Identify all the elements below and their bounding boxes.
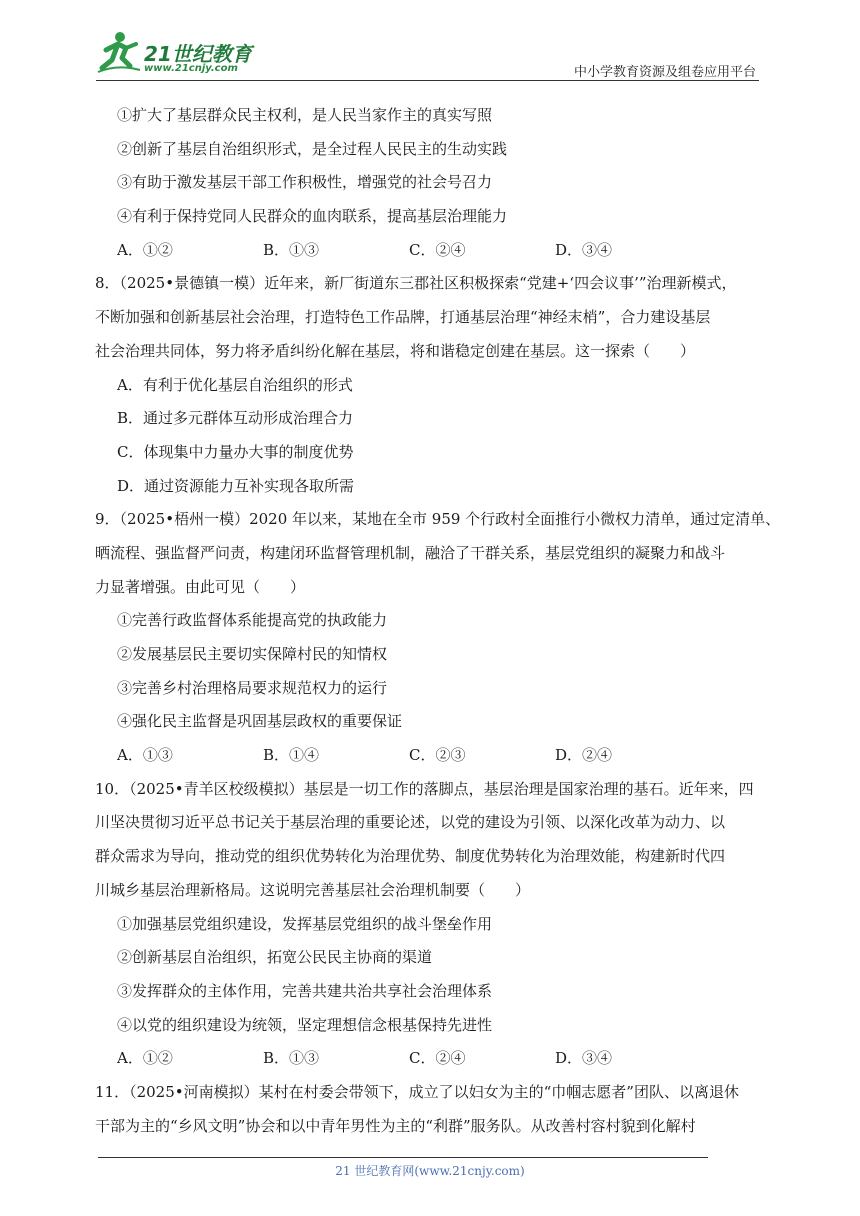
answer-options [95,739,765,773]
question-continuation: 社会治理共同体，努力将矛盾纠纷化解在基层，将和谐稳定创建在基层。这一探索（ ） [95,341,696,360]
choice-line: ①扩大了基层群众民主权利，是人民当家作主的真实写照 [117,106,493,124]
choice-line: ③完善乡村治理格局要求规范权力的运行 [117,678,388,697]
header-divider [96,80,759,81]
logo-text: 21世纪教育 [144,42,252,66]
choice-line: ④以党的组织建设为统领，坚定理想信念根基保持先进性 [117,1015,493,1034]
question-content [95,99,781,1143]
choice-line: ①加强基层党组织建设，发挥基层党组织的战斗堡垒作用 [117,914,493,933]
choice-line: ①完善行政监督体系能提高党的执政能力 [117,611,388,630]
answer-option: D．②④ [555,746,613,765]
question-continuation: 干部为主的“乡风文明”协会和以中青年男性为主的“利群”服务队。从改善村容村貌到化解村 [95,1116,696,1135]
answer-options [95,1042,765,1076]
platform-name: 中小学教育资源及组卷应用平台 [573,65,756,80]
choice-line: B．通过多元群体互动形成治理合力 [117,409,354,428]
footer-divider [98,1157,708,1158]
answer-options [95,234,765,268]
choice-line: ③有助于激发基层干部工作积极性，增强党的社会号召力 [117,173,493,192]
answer-option: B．①③ [263,240,320,259]
choice-line: ②创新了基层自治组织形式，是全过程人民民主的生动实践 [117,139,508,158]
answer-option: B．①③ [263,1049,320,1068]
choice-line: ④有利于保持党同人民群众的血肉联系，提高基层治理能力 [117,207,508,226]
choice-line: A．有利于优化基层自治组织的形式 [117,375,353,394]
answer-option: C．②④ [409,1049,466,1068]
choice-line: ④强化民主监督是巩固基层政权的重要保证 [117,712,403,731]
question-continuation: 群众需求为导向，推动党的组织优势转化为治理优势、制度优势转化为治理效能，构建新时代四 [95,847,726,866]
choice-line: ②创新基层自治组织，拓宽公民民主协商的渠道 [117,948,433,967]
answer-option: C．②③ [409,746,466,765]
answer-option: D．③④ [555,240,613,259]
logo-url: www.21cnjy.com [144,63,238,74]
question-stem: 11．（2025•河南模拟）某村在村委会带领下，成立了以妇女为主的“巾帼志愿者”团队、以离退休 [95,1082,739,1101]
question-continuation: 川城乡基层治理新格局。这说明完善基层社会治理机制要（ ） [95,880,531,899]
choice-line: D．通过资源能力互补实现各取所需 [117,476,355,495]
question-continuation: 力显著增强。由此可见（ ） [95,577,306,596]
answer-option: A．①③ [117,746,173,765]
answer-option: A．①② [117,240,173,259]
answer-option: A．①② [117,1049,173,1068]
question-continuation: 川坚决贯彻习近平总书记关于基层治理的重要论述，以党的建设为引领、以深化改革为动力、以 [95,813,726,832]
footer-text: 21 世纪教育网(www.21cnjy.com) [335,1164,525,1178]
question-stem: 10．（2025•青羊区校级模拟）基层是一切工作的落脚点，基层治理是国家治理的基石。近年来，四 [95,779,754,798]
question-continuation: 不断加强和创新基层社会治理，打造特色工作品牌，打通基层治理“神经末梢”，合力建设基层 [95,308,711,327]
question-continuation: 晒流程、强监督严问责，构建闭环监督管理机制，融洽了干群关系，基层党组织的凝聚力和战斗 [95,543,726,562]
choice-line: ②发展基层民主要切实保障村民的知情权 [117,645,388,663]
answer-option: D．③④ [555,1049,613,1068]
question-stem: 8．（2025•景德镇一模）近年来，新厂街道东三郡社区积极探索“党建+‘四会议事’”治理新模式， [95,274,737,293]
answer-option: B．①④ [263,746,320,765]
answer-option: C．②④ [409,240,466,259]
choice-line: ③发挥群众的主体作用，完善共建共治共享社会治理体系 [117,981,493,1000]
choice-line: C．体现集中力量办大事的制度优势 [117,442,354,461]
page-header [0,0,860,82]
question-stem: 9．（2025•梧州一模）2020 年以来，某地在全市 959 个行政村全面推行小微权力清单，通过定清单、 [95,510,781,529]
site-logo [96,30,256,76]
runner-logo-icon [96,30,142,74]
